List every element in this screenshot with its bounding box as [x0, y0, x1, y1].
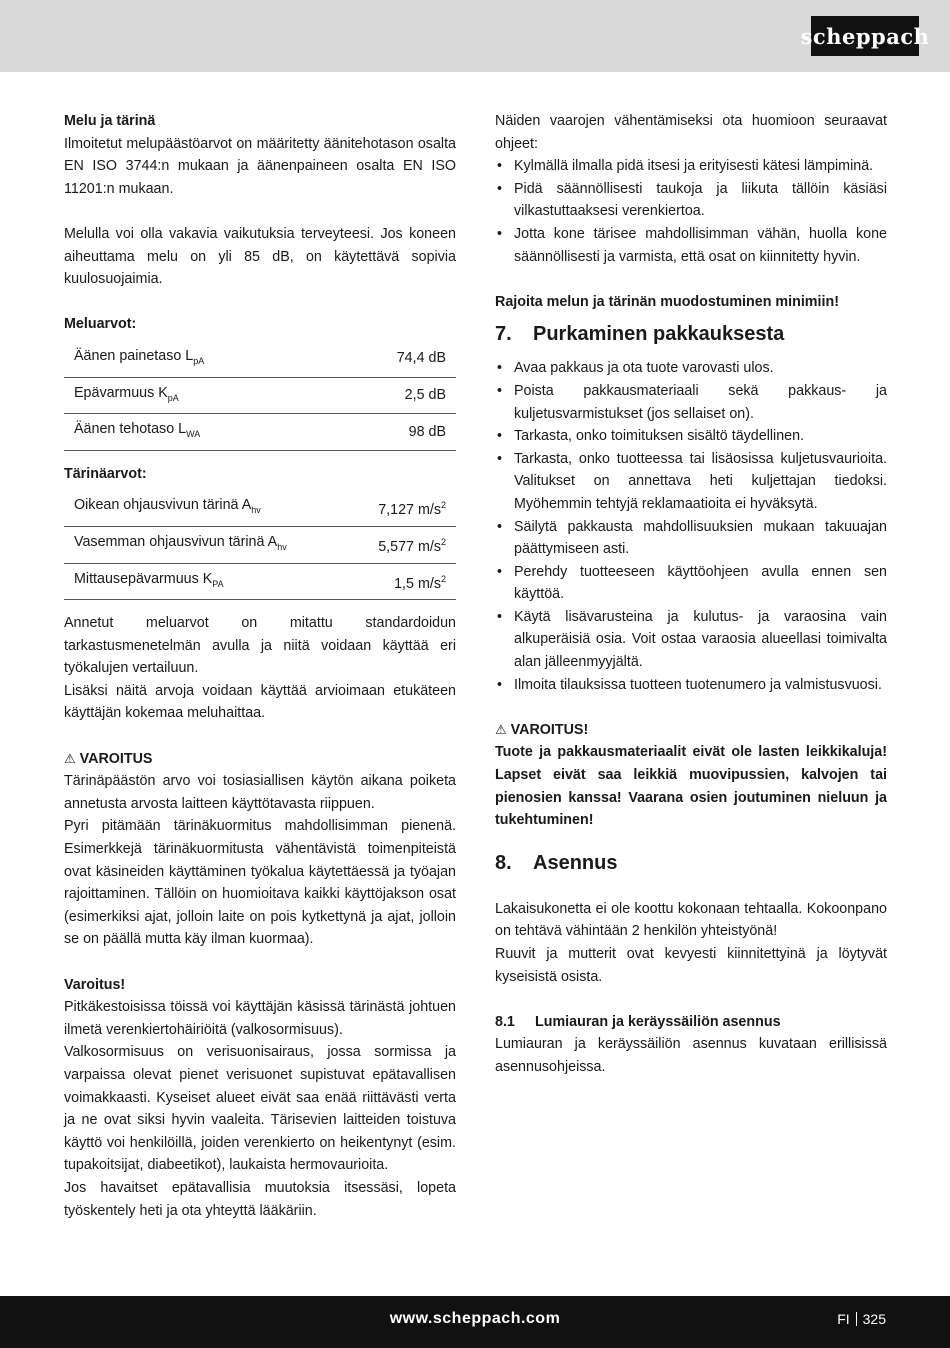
warning-paragraph-2: Pyri pitämään tärinäkuormitus mahdollisimman pienenä. Esimerkkejä tärinäkuormitusta vähentävistä toimenpiteistä ovat käsineiden käyttäminen työkalua käytettäessä ja työajan rajoittaminen. Tällöin on huomioitava kaikki käyttöjakson osat (esimerkiksi ajat, jolloin laite on pois kytkettynä ja ajat, jolloin se on päällä mutta käy ilman kuormaa).: [64, 818, 456, 948]
table-row: Äänen painetaso $L_{pA}$ 74,4 dB: [64, 341, 456, 377]
footer-website-link[interactable]: www.scheppach.com: [389, 1310, 561, 1327]
warning-paragraph-1: Tärinäpäästön arvo voi tosiasiallisen käytön aikana poiketa annetusta arvosta laitteen käyttötavasta riippuen.: [64, 773, 456, 812]
warning-heading: ⚠ VAROITUS: [64, 748, 456, 771]
row-label: Oikean ohjausvivun tärinä A: [74, 497, 252, 514]
section-7-heading: 7. Purkaminen pakkauksesta: [495, 323, 785, 346]
measurement-paragraph-2: Lisäksi näitä arvoja voidaan käyttää arvioimaan etukäteen käyttäjän kokemaa meluhaittaa.: [64, 682, 456, 722]
table-row: Äänen tehotaso $L_{WA}$ 98 dB: [64, 414, 456, 451]
scheppach-logo: scheppach: [811, 16, 919, 56]
row-label: Äänen tehotaso L: [74, 421, 187, 438]
warning-heading: ⚠ VAROITUS!: [495, 719, 887, 742]
table-row: Oikean ohjausvivun tärinä $A_{hv}$ 7,127 $m/s^2$: [64, 490, 456, 526]
reduce-intro: Näiden vaarojen vähentämiseksi ota huomioon seuraavat ohjeet:: [495, 113, 887, 152]
row-label: Vasemman ohjausvivun tärinä A: [74, 533, 278, 550]
list-item: • Tarkasta, onko toimituksen sisältö täydellinen.: [495, 425, 887, 448]
row-label: Äänen painetaso L: [74, 347, 194, 364]
caution-paragraph-3: Jos havaitset epätavallisia muutoksia itsessäsi, lopeta työskentely heti ja ota yhteyttä lääkäriin.: [64, 1179, 456, 1219]
table-row: Mittausepävarmuus $K_{PA}$ 1,5 $m/s^2$: [64, 563, 456, 600]
list-item: • Ilmoita tilauksissa tuotteen tuotenumero ja valmistusvuosi.: [495, 674, 887, 697]
vibration-values-heading: Tärinäarvot:: [64, 465, 147, 482]
reduce-list: [495, 155, 887, 268]
list-item: • Perehdy tuotteeseen käyttöohjeen avulla ennen sen käyttöä.: [495, 561, 887, 606]
list-item: • Jotta kone tärisee mahdollisimman vähän, huolla kone säännöllisesti ja varmista, että osat on kiinnitetty hyvin.: [495, 223, 887, 268]
list-item: • Pidä säännöllisesti taukoja ja liikuta tällöin käsiäsi vilkastuttaaksesi verenkiertoa.: [495, 178, 887, 223]
row-value: 1,5 $m/s^2$: [349, 563, 456, 600]
assembly-paragraph-1: Lakaisukonetta ei ole koottu kokonaan tehtaalla. Kokoonpano on tehtävä vähintään 2 henkilön yhteistyönä!: [495, 900, 887, 940]
caution-heading: Varoitus!: [64, 976, 126, 993]
table-row: Vasemman ohjausvivun tärinä $A_{hv}$ 5,577 $m/s^2$: [64, 526, 456, 563]
row-value: 98 dB: [332, 414, 456, 451]
right-column: [495, 110, 887, 1079]
caution-paragraph-1: Pitkäkestoisissa töissä voi käyttäjän käsissä tärinästä johtuen ilmetä verenkiertohäiriöitä (valkosormisuus).: [64, 999, 456, 1038]
row-value: 74,4 dB: [332, 341, 456, 377]
table-row: Epävarmuus $K_{pA}$ 2,5 dB: [64, 377, 456, 414]
list-item: • Tarkasta, onko tuotteessa tai lisäosissa kuljetusvaurioita. Valitukset on annettava heti kuljettajan tiedoksi. Myöhemmin tehtyjä reklamaatioita ei hyväksytä.: [495, 448, 887, 516]
caution-paragraph-2: Valkosormisuus on verisuonisairaus, jossa sormissa ja varpaissa olevat pienet verisuonet supistuvat epätavallisen voimakkaasti. Kyseiset alueet eivät saa enää riittävästi verta ja ne ovat siksi hyvin vaaleita. Tärisevien laitteiden toistuva käyttö voi henkilöillä, joiden verenkierto on heikentynyt (esim. tupakoitsijat, diabeetikot), laukaista hermovaurioita.: [64, 1044, 456, 1174]
left-column: [64, 110, 456, 1222]
list-item: • Poista pakkausmateriaali sekä pakkaus- ja kuljetusvarmistukset (jos sellaiset on).: [495, 380, 887, 425]
page-number: FI 325: [837, 1311, 886, 1327]
warning-triangle-icon: ⚠: [64, 750, 76, 766]
section-8-heading: 8. Asennus: [495, 851, 618, 874]
noise-heading: Melu ja tärinä: [64, 113, 156, 129]
list-item: • Kylmällä ilmalla pidä itsesi ja erityisesti kätesi lämpiminä.: [495, 155, 887, 178]
section-8-1-heading: 8.1 Lumiauran ja keräyssäiliön asennus: [495, 1013, 781, 1030]
assembly-paragraph-2: Ruuvit ja mutterit ovat kevyesti kiinnitettyinä ja löytyvät kyseisistä osista.: [495, 946, 887, 985]
vibration-values-table: [64, 490, 456, 600]
unpack-list: [495, 357, 887, 696]
noise-paragraph-1: Ilmoitetut melupäästöarvot on määritetty äänitehotason osalta EN ISO 3744:n mukaan ja äänenpaineen osalta EN ISO 11201:n mukaan.: [64, 135, 456, 197]
row-value: 7,127 $m/s^2$: [349, 490, 456, 526]
row-label: Mittausepävarmuus K: [74, 570, 213, 587]
row-value: 5,577 $m/s^2$: [349, 526, 456, 563]
list-item: • Säilytä pakkausta mahdollisuuksien mukaan takuuajan päättymiseen asti.: [495, 516, 887, 561]
row-value: 2,5 dB: [332, 377, 456, 414]
limit-noise-note: Rajoita melun ja tärinän muodostuminen minimiin!: [495, 293, 839, 310]
noise-values-heading: Meluarvot:: [64, 316, 137, 333]
measurement-paragraph-1: Annetut meluarvot on mitattu standardoidun tarkastusmenetelmän avulla ja niitä voidaan käyttää eri työkalujen vertailuun.: [64, 615, 456, 677]
footer-band: [0, 1296, 950, 1348]
row-label: Epävarmuus K: [74, 384, 168, 401]
section-8-1-text: Lumiauran ja keräyssäiliön asennus kuvataan erillisissä asennusohjeissa.: [495, 1036, 887, 1075]
warning-triangle-icon: ⚠: [495, 721, 507, 737]
noise-paragraph-2: Melulla voi olla vakavia vaikutuksia terveyteesi. Jos koneen aiheuttama melu on yli 85 dB, on käytettävä sopivia kuulosuojaimia.: [64, 225, 456, 288]
noise-values-table: [64, 341, 456, 451]
list-item: • Käytä lisävarusteina ja kulutus- ja varaosina vain alkuperäisiä osia. Voit ostaa varaosia alueellasi toimivalta alan jälleenmyyjältä.: [495, 606, 887, 674]
list-item: • Avaa pakkaus ja ota tuote varovasti ulos.: [495, 357, 887, 380]
children-warning-text: Tuote ja pakkausmateriaalit eivät ole lasten leikkikaluja! Lapset eivät saa leikkiä muovipussien, kalvojen tai pienosien kanssa! Vaarana osien joutuminen nieluun ja tukehtuminen!: [495, 744, 887, 829]
